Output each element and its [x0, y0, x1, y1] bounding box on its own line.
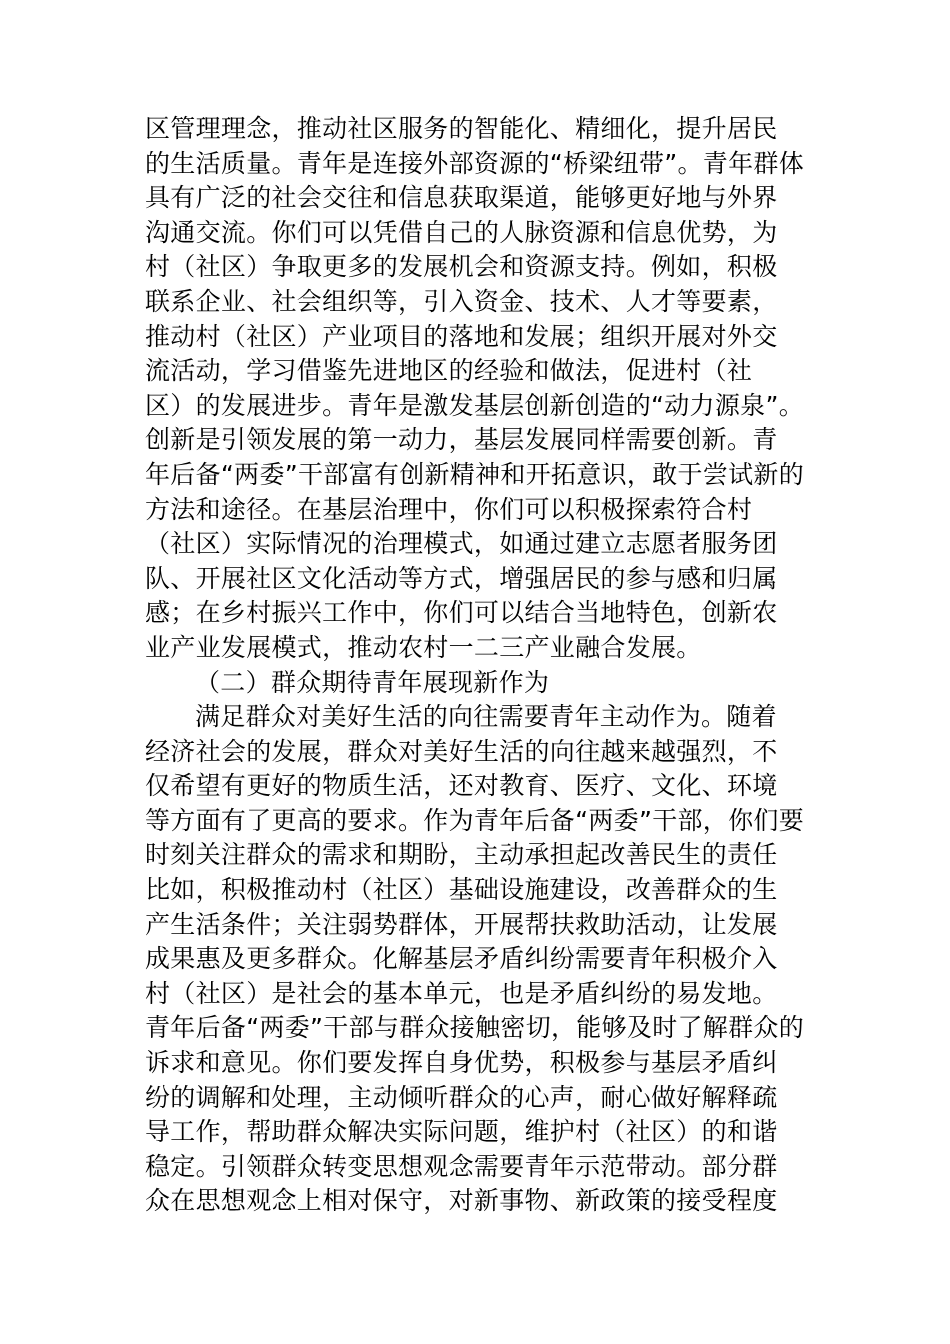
- text-line: 的生活质量。青年是连接外部资源的“桥梁纽带”。青年群体: [145, 148, 805, 178]
- text-line: 仅希望有更好的物质生活，还对教育、医疗、文化、环境: [145, 771, 778, 801]
- text-line: 纷的调解和处理，主动倾听群众的心声，耐心做好解释疏: [145, 1082, 778, 1112]
- section-heading: （二）群众期待青年展现新作为: [195, 667, 550, 697]
- text-line: 经济社会的发展，群众对美好生活的向往越来越强烈，不: [145, 736, 778, 766]
- text-line: 区管理理念，推动社区服务的智能化、精细化，提升居民: [145, 114, 778, 143]
- text-line: 青年后备“两委”干部与群众接触密切，能够及时了解群众的: [145, 1013, 805, 1043]
- text-line: 区）的发展进步。青年是激发基层创新创造的“动力源泉”。: [145, 390, 805, 420]
- text-line: 创新是引领发展的第一动力，基层发展同样需要创新。青: [145, 425, 778, 455]
- text-line: 村（社区）是社会的基本单元，也是矛盾纠纷的易发地。: [145, 978, 778, 1008]
- text-line: 比如，积极推动村（社区）基础设施建设，改善群众的生: [145, 875, 778, 905]
- text-line: 导工作，帮助群众解决实际问题，维护村（社区）的和谐: [145, 1117, 778, 1147]
- text-line: 满足群众对美好生活的向往需要青年主动作为。随着: [195, 702, 777, 732]
- text-line: 具有广泛的社会交往和信息获取渠道，能够更好地与外界: [145, 183, 778, 213]
- text-line: 感；在乡村振兴工作中，你们可以结合当地特色，创新农: [145, 598, 778, 628]
- text-line: 联系企业、社会组织等，引入资金、技术、人才等要素，: [145, 286, 778, 316]
- text-line: 流活动，学习借鉴先进地区的经验和做法，促进村（社: [145, 356, 753, 386]
- text-line: 沟通交流。你们可以凭借自己的人脉资源和信息优势，为: [145, 217, 778, 247]
- text-line: 稳定。引领群众转变思想观念需要青年示范带动。部分群: [145, 1151, 778, 1181]
- text-line: 众在思想观念上相对保守，对新事物、新政策的接受程度: [145, 1186, 778, 1216]
- text-line: 成果惠及更多群众。化解基层矛盾纠纷需要青年积极介入: [145, 944, 778, 974]
- text-line: （社区）实际情况的治理模式，如通过建立志愿者服务团: [145, 529, 778, 559]
- text-line: 推动村（社区）产业项目的落地和发展；组织开展对外交: [145, 321, 778, 351]
- text-line: 年后备“两委”干部富有创新精神和开拓意识，敢于尝试新的: [145, 459, 805, 489]
- text-line: 产生活条件；关注弱势群体，开展帮扶救助活动，让发展: [145, 909, 778, 939]
- body-text: [145, 112, 810, 1219]
- text-line: 等方面有了更高的要求。作为青年后备“两委”干部，你们要: [145, 805, 805, 835]
- text-line: 村（社区）争取更多的发展机会和资源支持。例如，积极: [145, 252, 778, 282]
- text-line: 诉求和意见。你们要发挥自身优势，积极参与基层矛盾纠: [145, 1048, 778, 1078]
- text-line: 时刻关注群众的需求和期盼，主动承担起改善民生的责任: [145, 840, 778, 870]
- text-line: 业产业发展模式，推动农村一二三产业融合发展。: [145, 632, 702, 662]
- text-line: 队、开展社区文化活动等方式，增强居民的参与感和归属: [145, 563, 778, 593]
- text-line: 方法和途径。在基层治理中，你们可以积极探索符合村: [145, 494, 753, 524]
